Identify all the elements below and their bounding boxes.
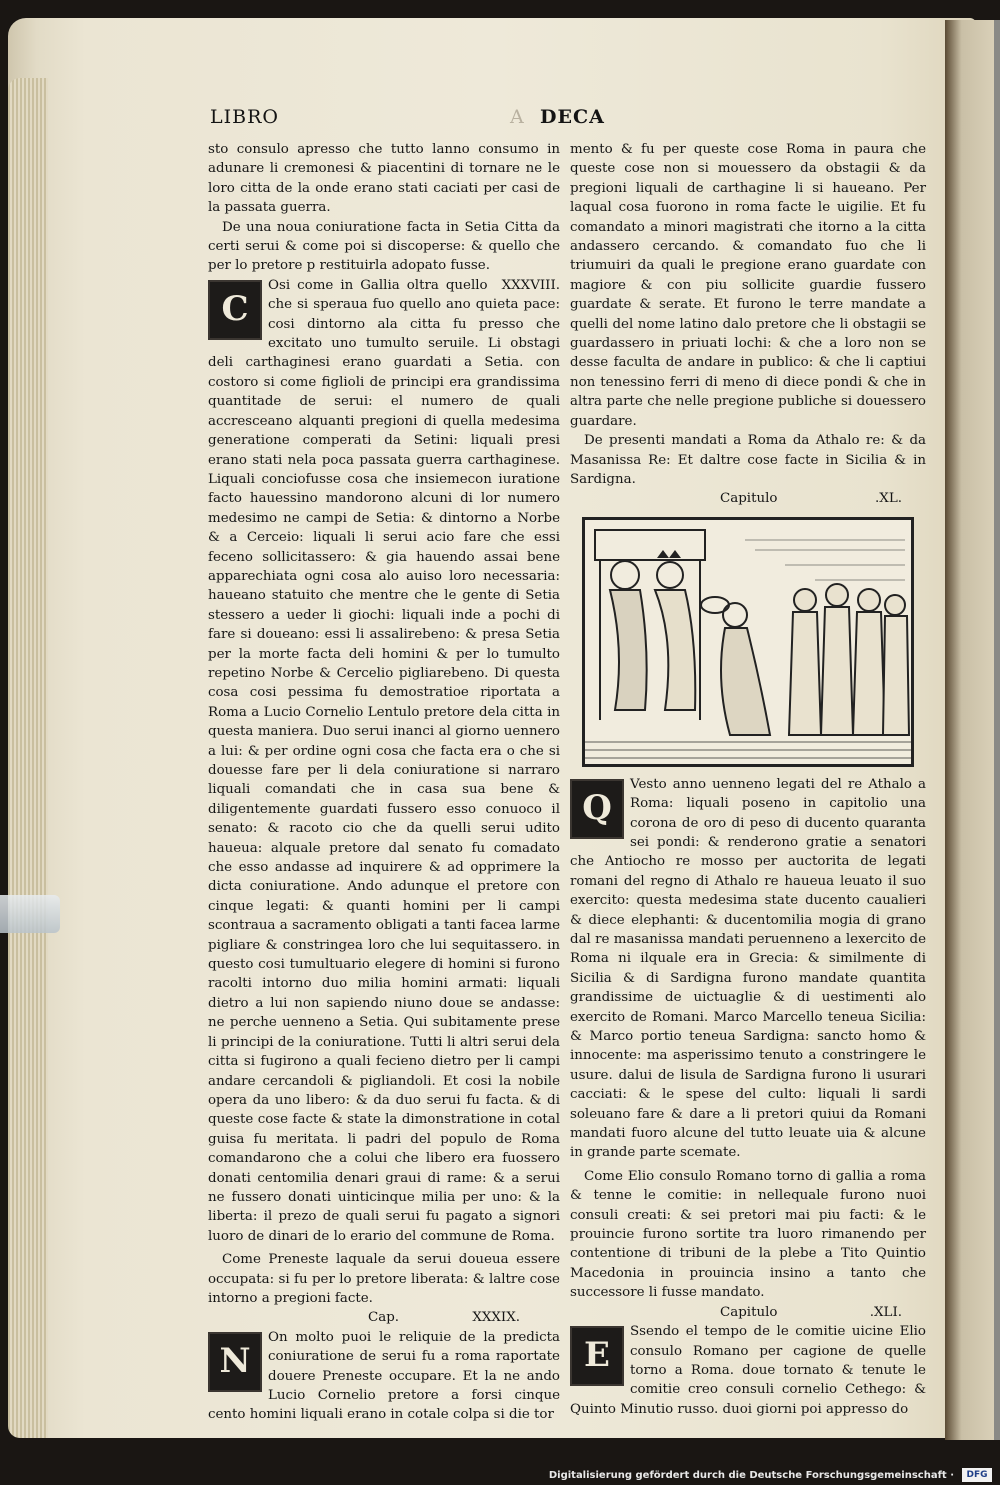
chapter-39-number: XXXIX. [472, 1310, 520, 1326]
chapter-40-initial: Q [570, 779, 624, 839]
chapter-40-body-para [570, 775, 926, 1163]
chapter-41-initial: E [570, 1326, 624, 1386]
dfg-logo: DFG [962, 1468, 992, 1482]
chapter-40-body: Vesto anno uenneno legati del re Athalo a Roma: liquali poseno in capitolio una corona de oro di peso di ducento quaranta sei pondi: & renderono gratie a senatori che Antiocho re mosso per auctorita de legati romani del regno di Athalo re haueua leuato il suo exercito: questa medesima state ducento caualieri & diece elephanti: & ducentomilia mogia di grano dal re masanissa mandati peruenneno a lexercito de Roma ni ilquale era in Grecia: & similmente di Sicilia & di Sardigna furono mandate quantita grandissime de uictuaglie & di uestimenti alo exercito de Romani. Marco Marcello teneua Sicilia: & Marco portio teneua Sardigna: sancto homo & innocente: ma asperissimo tenuto a constringere le usure. dalui de lisula de Sardigna furono li usurari cacciati: & le spese del culto: liquali li sardi soleuano fare & dare a li pretori quiui da Romani mandati fuoro alcune del tutto leuate uia & alcune in grande parte scemate. [570, 776, 926, 1161]
chapter-40-number: .XL. [875, 491, 902, 507]
left-text-column [208, 140, 560, 1425]
chapter-41-label [570, 1303, 926, 1322]
chapter-39-body-para [208, 1328, 560, 1425]
running-header-left: LIBRO [210, 106, 279, 128]
funding-footer: Digitalisierung gefördert durch die Deutsche Forschungsgemeinschaft · [0, 1466, 1000, 1485]
chapter-38-heading [208, 218, 560, 293]
chapter-38-number: XXXVIII. [501, 277, 560, 293]
chapter-39-title: Come Preneste laquale da serui doueua essere occupata: si fu per lo pretore liberata: & laltre cose intorno a pregioni facte. [208, 1252, 560, 1306]
continued-text-right: mento & fu per queste cose Roma in paura che queste cose non si mouessero da obstagii & da pregioni liquali de carthagine li si haueano. Per laqual cosa fuorono in roma facte le uigilie. Et fu comandato a minori magistrati che itorno a la citta andassero cercando. & comandato fuo che li triumuiri da quali le pregione erano guardate con magiore & con piu sollicite guardie fussero guardate & serate. Et furono le terre mandate a quelli del nome latino dalo pretore che li obstagii se guardassero in priuati lochi: & che a loro non se desse faculta de andare in publico: & che li captiui non tenessino ferri di meno di diece pondi & che in altra parte che nelle pregione publiche si douessero guardare. [570, 142, 926, 429]
scale-ruler [994, 20, 1000, 1440]
facing-page-edge [945, 20, 1000, 1440]
chapter-41-title: Come Elio consulo Romano torno di gallia a roma & tenne le comitie: in nellequale furono nuoi consuli creati: & sei pretori mai piu facti: & le prouincie furono sortite tra luoro rimanendo per contentione di tribuni de la plebe a Tito Quintio Macedonia in prouincia insino a tanto che successore li fusse mandato. [570, 1168, 926, 1301]
running-header-right: DECA [540, 106, 605, 128]
chapter-39-body: On molto puoi le reliquie de la predicta coniuratione de serui fu a roma raportate douere Preneste occupare. Et la ne ando Lucio Cornelio pretore a forsi cinque cento homini liquali erano in cotale colpa si die tor [208, 1329, 560, 1423]
chapter-41-cap: Capitulo [720, 1304, 778, 1320]
right-text-column [570, 140, 926, 1419]
chapter-41-body-para [570, 1322, 926, 1419]
chapter-39-initial: N [208, 1332, 262, 1392]
chapter-38-title: De una noua coniuratione facta in Setia Citta da certi serui & come poi si discoperse: & quello che per lo pretore p restituirla adopato fusse. [208, 219, 560, 274]
chapter-40-cap: Capitulo [720, 491, 778, 507]
continued-text: sto consulo apresso che tutto lanno consumo in adunare li cremonesi & piacentini di tornare ne le loro citta de la onde erano stati caciati per casi de la passata guerra. [208, 142, 560, 216]
woodcut-illustration [582, 517, 914, 767]
chapter-40-title: De presenti mandati a Roma da Athalo re: & da Masanissa Re: Et daltre cose facte in Sicilia & in Sardigna. [570, 433, 926, 487]
chapter-41-number: .XLI. [869, 1304, 902, 1320]
chapter-41-body: Ssendo el tempo de le comitie uicine Elio consulo Romano per cagione de quelle torno a Roma. doue tornato & tenute le comitie creo consuli cornelio Cethego: & Quinto Minutio russo. duoi giorni poi appresso do [570, 1324, 926, 1417]
chapter-38-initial: C [208, 280, 262, 340]
chapter-38-body: Osi come in Gallia oltra quello che si speraua fuo quello ano quieta pace: cosi dintorno ala citta fu presso che excitato uno tumulto seruile. Li obstagi deli carthaginesi erano guardati a Setia. con costoro si come figlioli de principi era grandissima quantitade de serui: el numero de quali accresceano alquanti pregioni di quella medesima generatione comperati da Setini: liquali presi erano stati nela poca passata guerra carthaginese. Liquali conciofusse cosa che insiemecon iuratione facto hauessino mandorono alcuni di lor numero medesimo ne campi de Setia: & dintorno a Norbe & a Cerceio: liquali li serui acio fare che essi feceno sollicitassero: & gia hauendo assai bene apparechiata ogni cosa alo auiso loro necessaria: haueano statuito che mentre che le gente di Setia stessero a ueder li giochi: liquali inde a pochi di fare si doueano: essi li assalirebeno: & presa Setia per la morte facta deli homini & per lo tumulto repetino Norbe & Cercelio pigliarebeno. Di questa cosa cosi pessima fu demostratioe riportata a Roma a Lucio Cornelio Lentulo pretore dela citta in questa maniera. Duo serui inanci al giorno uennero a lui: & per ordine ogni cosa che facta era o che si douesse fare per li dela coniuratione si narraro liquali comandati che in casa sua bene & diligentemente guardati fussero esso conuoco il senato: & racoto cio che da quelli serui udito haueua: alquale pretore dal senato fu comadato che esso andasse ad inquirere & ad opprimere la dicta coniuratione. Ando adunque el pretore con cinque legati: & quanti homini per li campi scontraua a sacramento obligati a tanti facea larme pigliare & constringea loro che lui sequitassero. in questo cosi tumultuario elegere di homini si furono racolti intorno duo milia homini armati: liquali dietro a lui non sapiendo niuno doue se andasse: ne perche uenneno a Setia. Qui subitamente prese li principi de la coniuratione. Tutti li altri serui dela citta si fugirono a quali fecieno dietro per li campi andare cercandoli & pigliandoli. Et cosi la nobile opera da uno libero: & da duo serui fu facta. & di queste cose facte & state la dimonstratione in cotal guisa fu meritata. li padri del populo de Roma comandarono che a colui che libero era fuossero donati centomilia denari graui di rame: & a serui ne fussero donati uinticinque milia per uno: & la liberta: il prezo de quali serui fu pagato a signori luoro de dinari de lo erario del commune de Roma. [208, 277, 560, 1244]
chapter-39-cap: Cap. [368, 1310, 400, 1326]
chapter-38-body-para [208, 276, 560, 1246]
chapter-40-label [570, 489, 926, 508]
page-edges [8, 78, 48, 1438]
show-through-letter: A [510, 106, 525, 128]
page-clip [0, 895, 60, 933]
chapter-39-label [208, 1308, 560, 1327]
woodcut-drawing [585, 520, 911, 764]
